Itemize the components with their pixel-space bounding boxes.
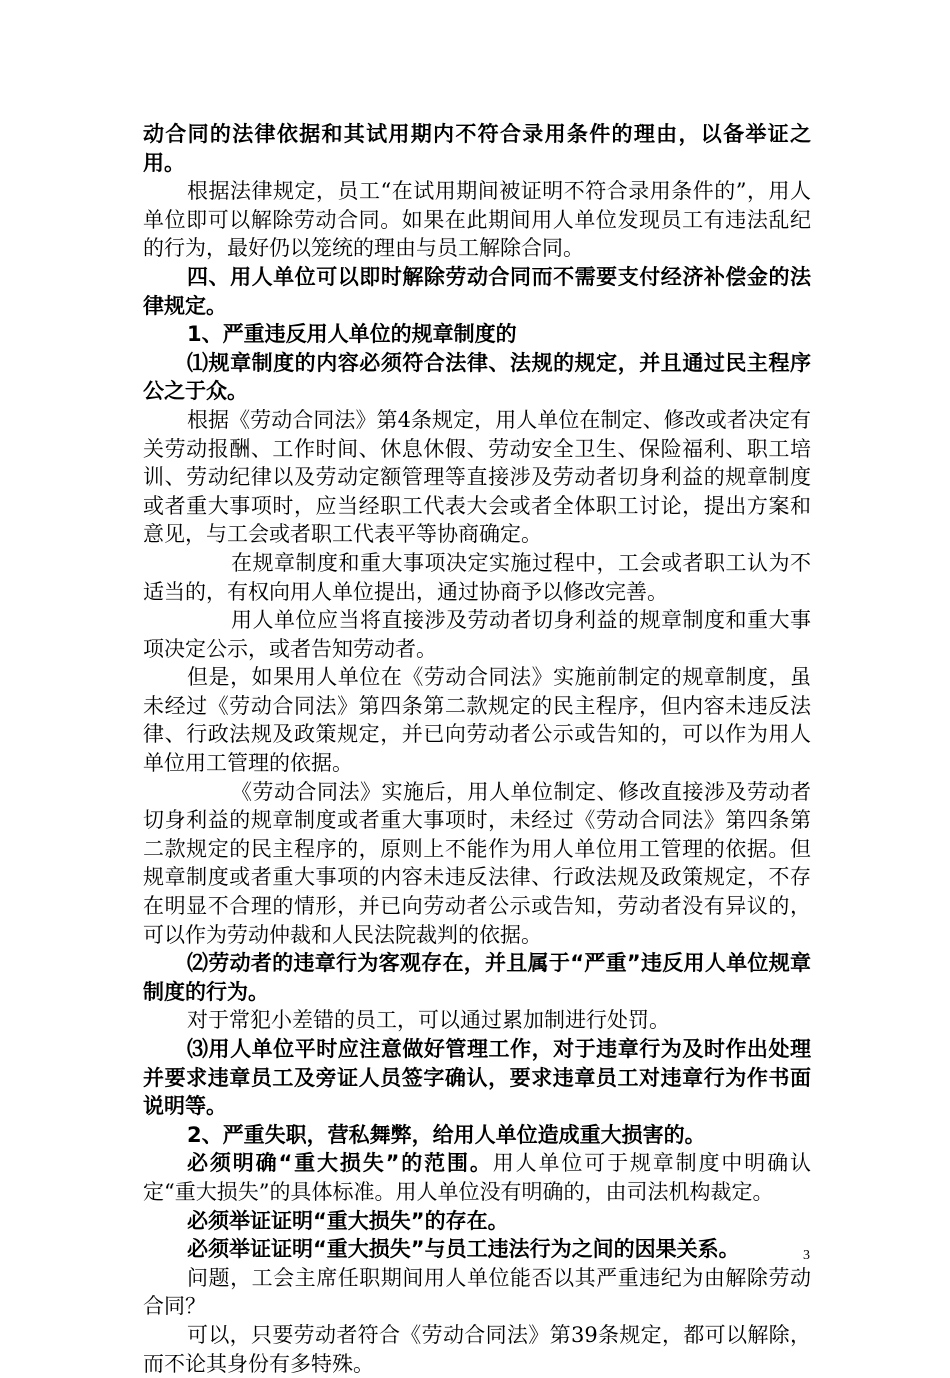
paragraph-10: 《劳动合同法》实施后，用人单位制定、修改直接涉及劳动者切身利益的规章制度或者重大事项时，未经过《劳动合同法》第四条第二款规定的民主程序的，原则上不能作为用人单位用工管理的依据。但规章制度或者重大事项的内容未违反法律、行政法规及政策规定，不存在明显不合理的情形，并已向劳动者公示或告知，劳动者没有异议的，可以作为劳动仲裁和人民法院裁判的依据。 [143,779,811,947]
paragraph-16: 必须举证证明“重大损失”的存在。 [187,1208,509,1233]
paragraph-8: 用人单位应当将直接涉及劳动者切身利益的规章制度和重大事项决定公示，或者告知劳动者。 [143,608,811,661]
page-number: 3 [803,1248,810,1263]
answer-paragraph: 可以，只要劳动者符合《劳动合同法》第39条规定，都可以解除，而不论其身份有多特殊。 [143,1322,811,1376]
paragraph-7: 在规章制度和重大事项决定实施过程中，工会或者职工认为不适当的，有权向用人单位提出，通过协商予以修改完善。 [143,550,811,604]
paragraph-17: 必须举证证明“重大损失”与员工违法行为之间的因果关系。 [187,1237,740,1262]
paragraph-6: 根据《劳动合同法》第4条规定，用人单位在制定、修改或者决定有关劳动报酬、工作时间、休息休假、劳动安全卫生、保险福利、职工培训、劳动纪律以及劳动定额管理等直接涉及劳动者切身利益的规章制度或者重大事项时，应当经职工代表大会或者全体职工讨论，提出方案和意见，与工会或者职工代表平等协商确定。 [143,407,811,547]
paragraph-1: 动合同的法律依据和其试用期内不符合录用条件的理由，以备举证之用。 [143,122,811,175]
section-heading-4: 四、用人单位可以即时解除劳动合同而不需要支付经济补偿金的法律规定。 [143,264,811,318]
paragraph-9: 但是，如果用人单位在《劳动合同法》实施前制定的规章制度，虽未经过《劳动合同法》第四条第二款规定的民主程序，但内容未违反法律、行政法规及政策规定，并已向劳动者公示或告知的，可以作为用人单位用工管理的依据。 [143,665,811,776]
question-paragraph: 问题，工会主席任职期间用人单位能否以其严重违纪为由解除劳动合同？ [143,1265,811,1319]
emphasis-text: 必须明确“重大损失”的范围。 [187,1151,493,1176]
paragraph-15 [143,1149,811,1206]
subheading-1: 1、严重违反用人单位的规章制度的 [187,322,517,347]
item-heading-3: ⑶用人单位平时应注意做好管理工作，对于违章行为及时作出处理并要求违章员工及旁证人员签字确认，要求违章员工对违章行为作书面说明等。 [143,1037,811,1119]
item-heading-2: ⑵劳动者的违章行为客观存在，并且属于“严重”违反用人单位规章制度的行为。 [143,951,811,1004]
paragraph-12: 对于常犯小差错的员工，可以通过累加制进行处罚。 [187,1008,670,1033]
item-heading-1: ⑴规章制度的内容必须符合法律、法规的规定，并且通过民主程序公之于众。 [143,350,811,404]
document-body [143,120,811,1378]
subheading-2: 2、严重失职，营私舞弊，给用人单位造成重大损害的。 [187,1122,706,1147]
paragraph-2: 根据法律规定，员工“在试用期间被证明不符合录用条件的”，用人单位即可以解除劳动合同。如果在此期间用人单位发现员工有违法乱纪的行为，最好仍以笼统的理由与员工解除合同。 [143,179,811,261]
paragraph-15-text: 用人单位可于规章制度中明确认定“重大损失”的具体标准。用人单位没有明确的，由司法机构裁定。 [143,1151,811,1204]
